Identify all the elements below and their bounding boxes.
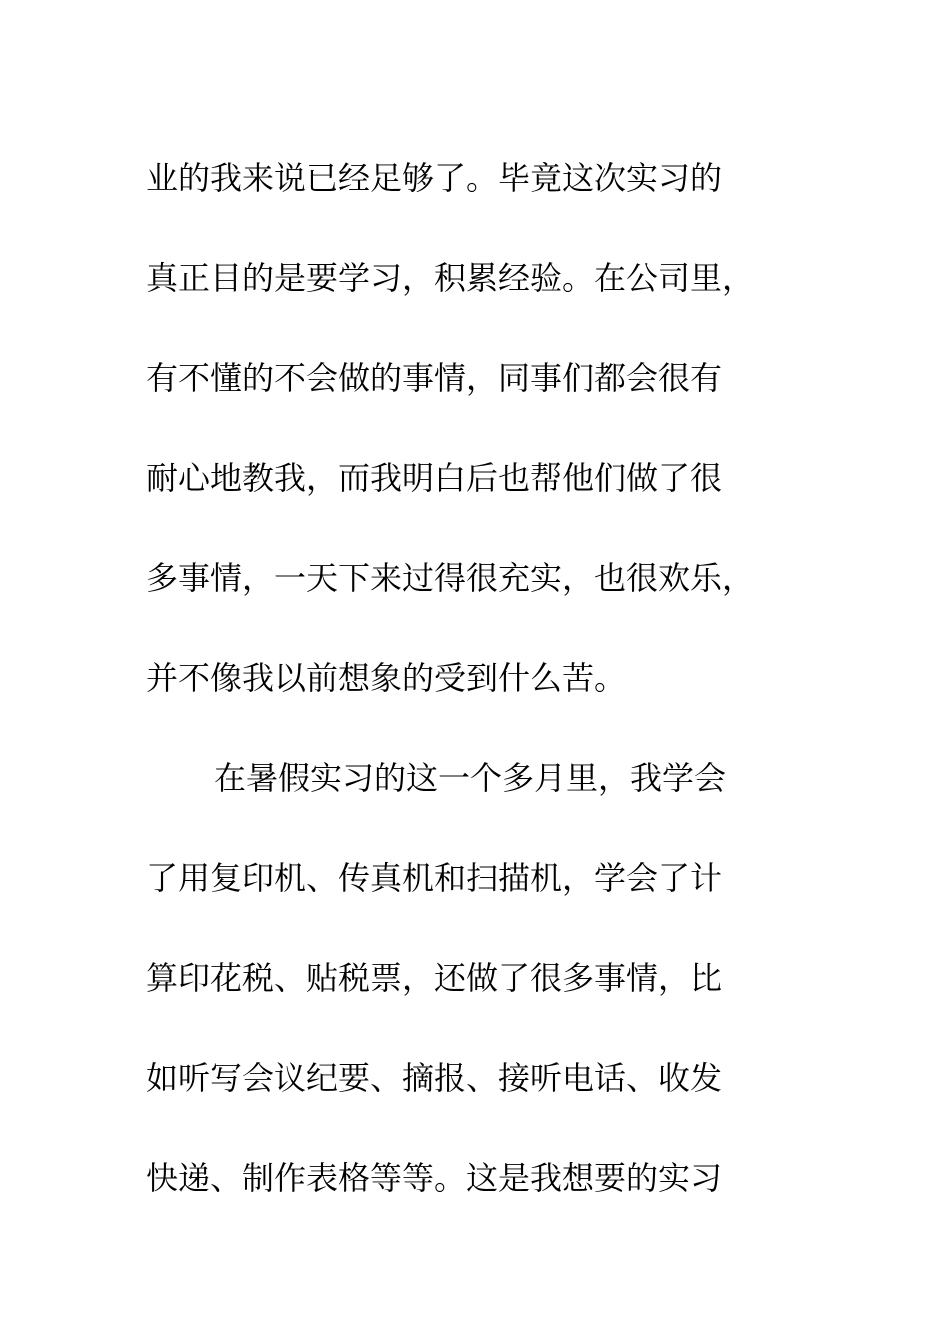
text-line-11: 快递、制作表格等等。这是我想要的实习	[146, 1159, 723, 1197]
text-line-3: 有不懂的不会做的事情，同事们都会很有	[146, 359, 723, 397]
text-line-9: 算印花税、贴税票，还做了很多事情，比	[146, 959, 723, 997]
body-text	[146, 128, 806, 1228]
text-line-6: 并不像我以前想象的受到什么苦。	[146, 659, 627, 697]
text-line-10: 如听写会议纪要、摘报、接听电话、收发	[146, 1059, 723, 1097]
text-line-8: 了用复印机、传真机和扫描机，学会了计	[146, 859, 723, 897]
text-line-2: 真正目的是要学习，积累经验。在公司里，	[146, 259, 755, 297]
text-line-1: 业的我来说已经足够了。毕竟这次实习的	[146, 159, 723, 197]
text-line-4: 耐心地教我，而我明白后也帮他们做了很	[146, 459, 723, 497]
text-line-7-paragraph-start: 在暑假实习的这一个多月里，我学会	[214, 759, 727, 797]
text-line-5: 多事情，一天下来过得很充实，也很欢乐，	[146, 559, 755, 597]
